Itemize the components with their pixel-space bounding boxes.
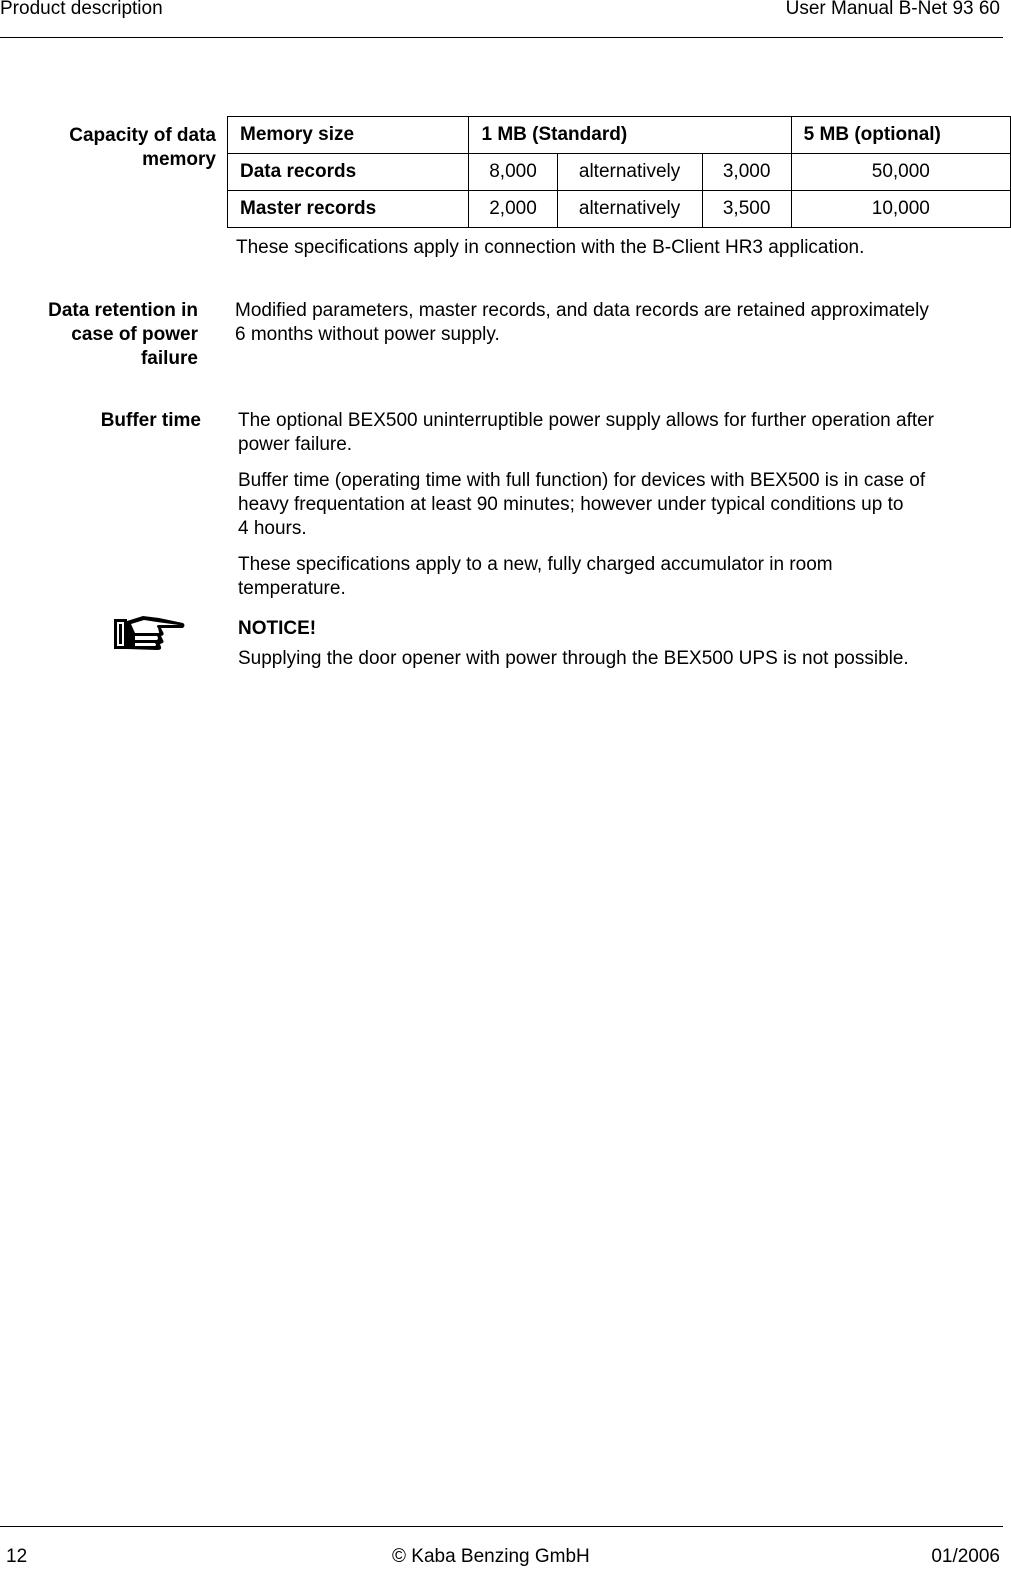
- buffer-paragraph-1: [238, 409, 934, 457]
- retention-paragraph: [235, 299, 929, 347]
- table-cell: 10,000: [791, 191, 1010, 228]
- table-cell: 3,000: [702, 154, 791, 191]
- buffer-line: These specifications apply to a new, fully charged accumulator in room: [238, 554, 833, 575]
- header-section-title: Product description: [0, 0, 163, 19]
- table-cell: 8,000: [469, 154, 557, 191]
- pointing-hand-icon: [113, 613, 187, 653]
- capacity-side-label-line1: Capacity of data: [69, 125, 216, 146]
- table-cell: 50,000: [791, 154, 1010, 191]
- footer-copyright: © Kaba Benzing GmbH: [392, 1546, 590, 1567]
- table-header-row: [228, 117, 1011, 154]
- capacity-side-label-line2: memory: [142, 149, 216, 170]
- capacity-side-label: [69, 124, 216, 172]
- retention-side-label: [48, 299, 198, 371]
- table-row: [228, 154, 1011, 191]
- retention-line: 6 months without power supply.: [235, 324, 500, 345]
- buffer-line: 4 hours.: [238, 518, 307, 539]
- header-manual-title: User Manual B-Net 93 60: [785, 0, 1000, 19]
- buffer-paragraph-3: [238, 553, 833, 601]
- buffer-line: heavy frequentation at least 90 minutes; however under typical conditions up to: [238, 494, 904, 515]
- table-cell: 3,500: [702, 191, 791, 228]
- buffer-line: The optional BEX500 uninterruptible power supply allows for further operation after: [238, 410, 935, 431]
- retention-side-label-line2: case of power: [71, 324, 198, 345]
- page-number: 12: [6, 1546, 28, 1567]
- table-cell: alternatively: [557, 154, 702, 191]
- table-header-cell: 5 MB (optional): [791, 117, 1010, 154]
- retention-side-label-line1: Data retention in: [48, 300, 198, 321]
- table-row: [228, 191, 1011, 228]
- notice-title: NOTICE!: [238, 618, 317, 639]
- header-rule: [0, 37, 1003, 38]
- notice-text: Supplying the door opener with power through the BEX500 UPS is not possible.: [238, 648, 909, 669]
- table-header-cell: Memory size: [228, 117, 469, 154]
- retention-line: Modified parameters, master records, and data records are retained approximately: [235, 300, 929, 321]
- table-row-label: Master records: [228, 191, 469, 228]
- buffer-side-label: Buffer time: [100, 410, 201, 431]
- retention-side-label-line3: failure: [140, 348, 198, 369]
- footer-rule: [0, 1526, 1003, 1527]
- table-header-cell: 1 MB (Standard): [469, 117, 791, 154]
- table-row-label: Data records: [228, 154, 469, 191]
- table-cell: 2,000: [469, 191, 557, 228]
- buffer-line: power failure.: [238, 434, 353, 455]
- table-cell: alternatively: [557, 191, 702, 228]
- footer-date: 01/2006: [931, 1546, 1000, 1567]
- memory-capacity-table: [227, 116, 1011, 228]
- capacity-note: These specifications apply in connection with the B-Client HR3 application.: [236, 237, 865, 258]
- buffer-line: temperature.: [238, 578, 346, 599]
- buffer-line: Buffer time (operating time with full function) for devices with BEX500 is in case of: [238, 470, 926, 491]
- buffer-paragraph-2: [238, 469, 925, 541]
